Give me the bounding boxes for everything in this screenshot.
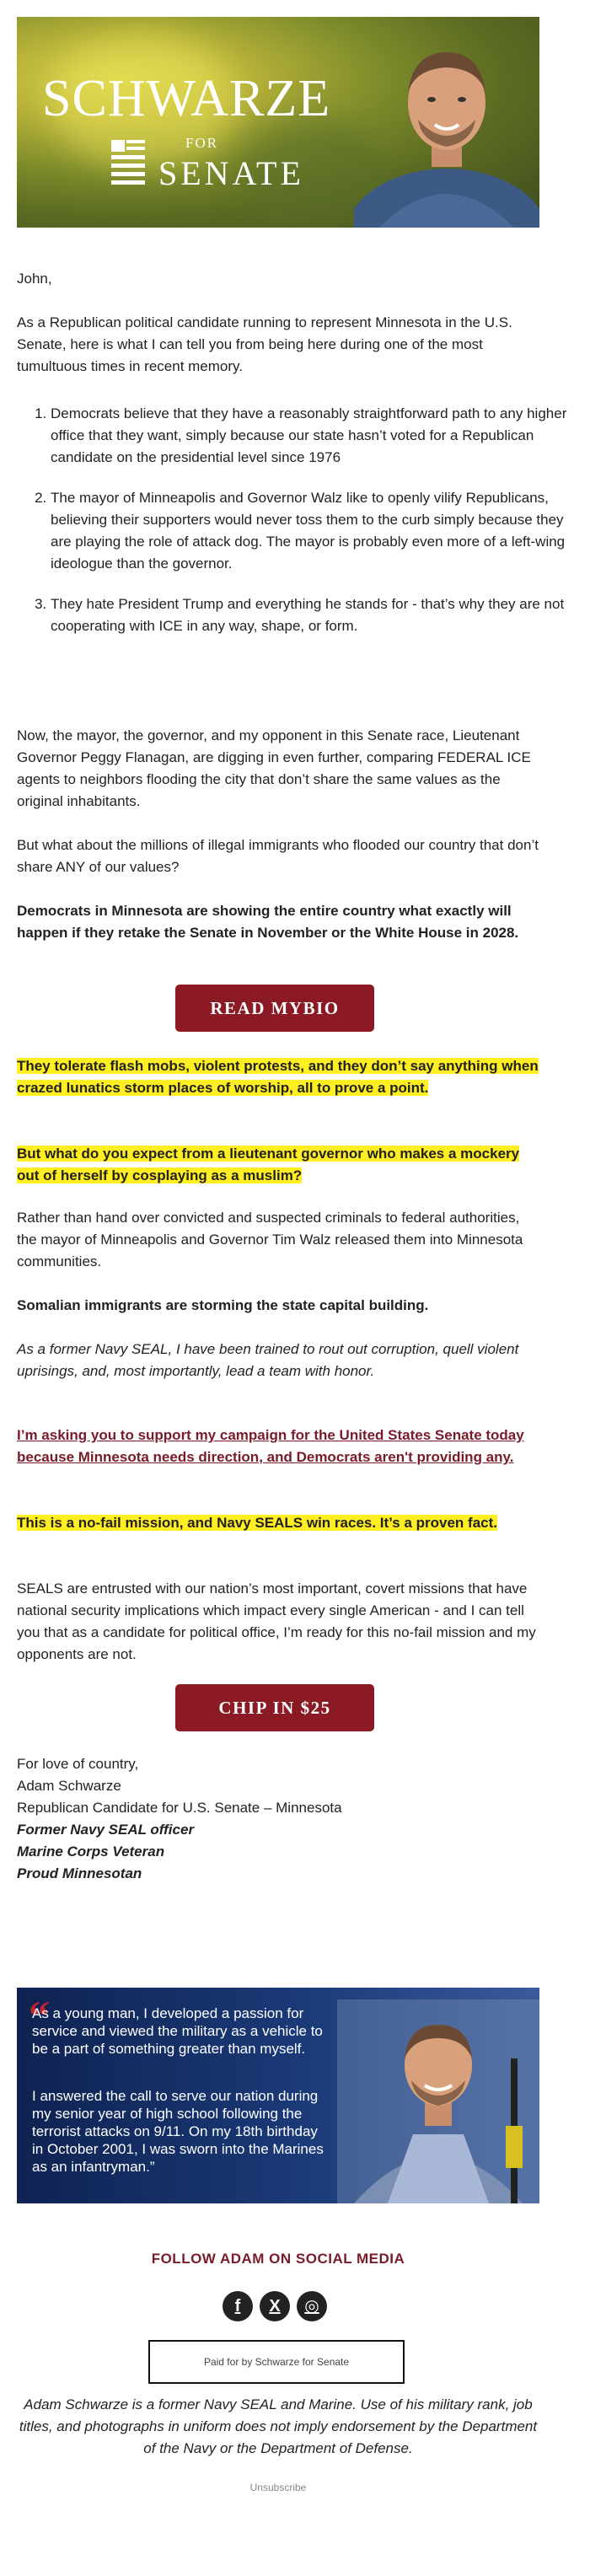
quote-text-1: As a young man, I developed a passion for service and viewed the military as a vehicle to be a part of something greater than myself. [32,2005,323,2057]
highlight-text: This is a no-fail mission, and Navy SEALS win races. It’s a proven fact. [17,1515,497,1531]
signoff-line-3: Republican Candidate for U.S. Senate – Minnesota [17,1800,342,1816]
support-campaign-link[interactable]: I’m asking you to support my campaign for the United States Senate today because Minnesota needs direction, and Democrats aren't providing any. [17,1427,524,1465]
paragraph-seals: SEALS are entrusted with our nation’s most important, covert missions that have national security implications which impact every single American - and I can tell you that as a candidate for political office, I’m ready for this no-fail mission and my opponents are not. [17,1580,536,1662]
x-icon[interactable]: X [260,2291,290,2321]
signoff-line-1: For love of country, [17,1756,139,1772]
banner-title: SCHWARZE [42,70,331,127]
instagram-icon[interactable]: ◎ [297,2291,327,2321]
signoff-line-5: Marine Corps Veteran [17,1843,165,1860]
paragraph-rather: Rather than hand over convicted and suspected criminals to federal authorities, the mayor of Minneapolis and Governor Tim Walz released them into Minnesota communities. [17,1210,523,1269]
highlight-text: They tolerate flash mobs, violent protests, and they don’t say anything when crazed lunatics storm places of worship, all to prove a point. [17,1058,539,1096]
signoff-line-2: Adam Schwarze [17,1778,121,1794]
candidate-photo-footer [337,1999,539,2203]
ask-paragraph [17,1425,539,1468]
signoff-line-4: Former Navy SEAL officer [17,1822,195,1838]
intro-paragraph: As a Republican political candidate running to represent Minnesota in the U.S. Senate, here is what I can tell you from being here during one of the most tumultuous times in recent memory. [17,314,512,374]
quote-mark-icon: “ [29,1992,50,2039]
chip-in-button[interactable]: CHIP IN $25 [175,1684,374,1731]
disclaimer: Adam Schwarze is a former Navy SEAL and Marine. Use of his military rank, job titles, and photographs in uniform does not imply endorsement by the Department of the Navy or the Department of Defense. [19,2396,538,2456]
points-list [17,403,573,656]
flag-icon [108,135,152,187]
list-item: 3. They hate President Trump and everything he stands for - that’s why they are not cooperating with ICE in any way, shape, or form. [51,593,573,637]
highlight-flash-mobs [17,1055,539,1099]
banner-senate: SENATE [158,154,304,192]
highlight-text: But what do you expect from a lieutenant governor who makes a mockery out of herself by cosplaying as a muslim? [17,1146,520,1183]
candidate-photo [354,25,539,228]
quote-banner [17,1988,539,2203]
paragraph-somali: Somalian immigrants are storming the state capital building. [17,1297,429,1313]
banner-for: FOR [185,135,219,151]
quote-text-2: I answered the call to serve our nation during my senior year of high school following the terrorist attacks on 9/11. On my 18th birthday in October 2001, I was sworn into the Marines as an infantryman.” [32,2088,324,2175]
facebook-icon[interactable]: f [223,2291,253,2321]
list-item: 2. The mayor of Minneapolis and Governor Walz like to openly vilify Republicans, believing their supporters would never toss them to the curb simply because they are playing the role of attack dog. The mayor is probably even more of a left-wing ideologue than the governor. [51,487,573,575]
paragraph-democrats: Democrats in Minnesota are showing the entire country what exactly will happen if they retake the Senate in November or the White House in 2028. [17,903,519,941]
unsubscribe-link[interactable]: Unsubscribe [249,2482,307,2493]
paragraph-now: Now, the mayor, the governor, and my opponent in this Senate race, Lieutenant Governor Peggy Flanagan, are digging in even further, comparing FEDERAL ICE agents to neighbors flooding the city that don’t share the same values as the original inhabitants. [17,727,531,809]
greeting: John, [17,271,52,287]
paid-for-box: Paid for by Schwarze for Senate [148,2340,405,2384]
signoff-line-6: Proud Minnesotan [17,1865,142,1881]
read-bio-button[interactable]: READ MYBIO [175,985,374,1032]
highlight-lieutenant [17,1143,539,1187]
follow-heading: FOLLOW ADAM ON SOCIAL MEDIA [151,2251,405,2267]
highlight-no-fail [17,1512,539,1534]
paragraph-seal: As a former Navy SEAL, I have been trained to rout out corruption, quell violent uprisings, and, most importantly, lead a team with honor. [17,1341,519,1379]
paragraph-but: But what about the millions of illegal immigrants who flooded our country that don’t share ANY of our values? [17,837,539,875]
list-item: 1. Democrats believe that they have a reasonably straightforward path to any higher office that they want, simply because our state hasn’t voted for a Republican candidate on the presidential level since 1976 [51,403,573,469]
header-banner [17,17,539,228]
